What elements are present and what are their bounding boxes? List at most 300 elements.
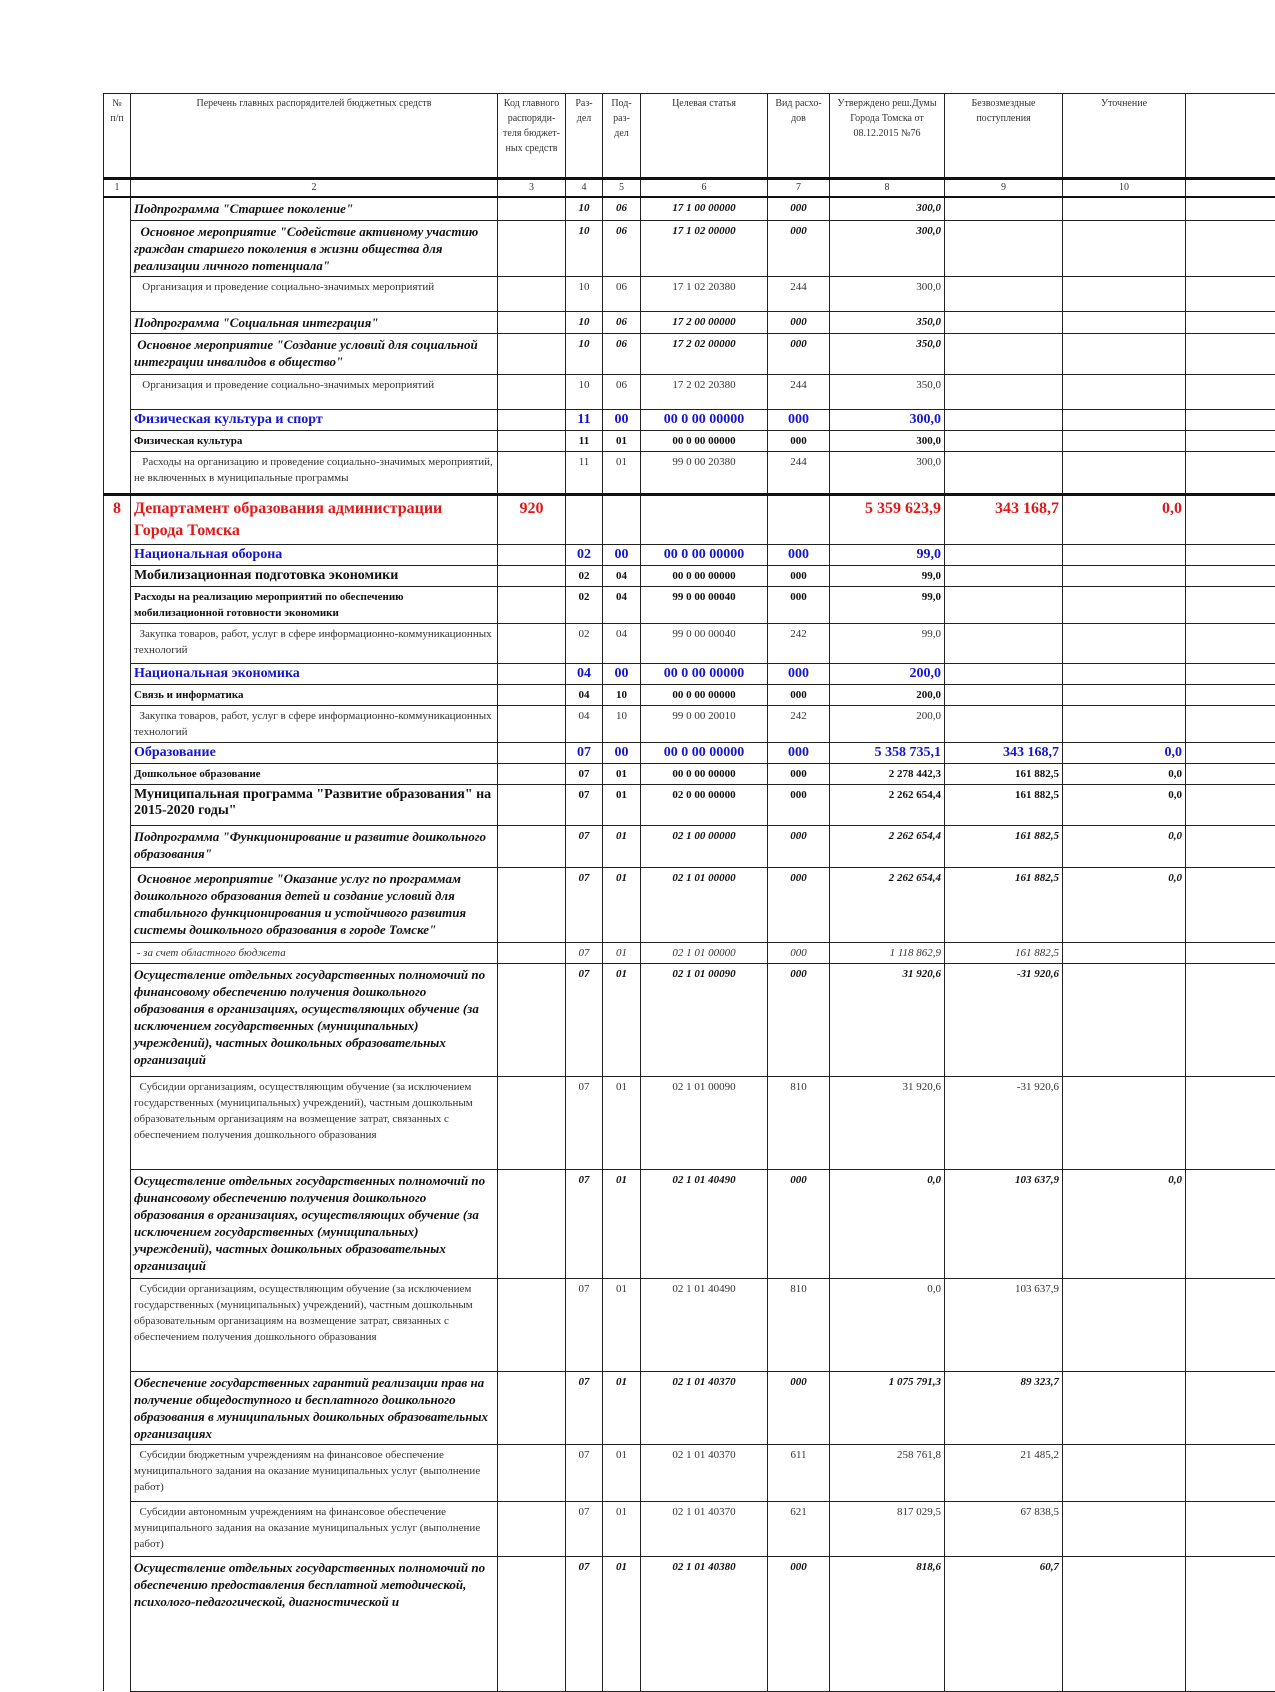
row-grants (945, 684, 1063, 705)
row-target: 02 1 01 00000 (641, 867, 768, 942)
row-extra (1186, 1076, 1275, 1169)
row-subsection: 06 (603, 276, 641, 311)
table-row (104, 494, 1275, 544)
row-approved: 2 262 654,4 (830, 784, 945, 825)
row-number (104, 374, 131, 409)
row-adjustment (1063, 565, 1186, 586)
row-name: Осуществление отдельных государственных полномочий по финансовому обеспечению получения дошкольного образования в организациях, осуществляющих обучение (за исключением государственных (муниципальных) учреждений), частных дошкольных образовательных организаций (131, 1169, 498, 1278)
row-expense-type: 000 (768, 742, 830, 763)
row-expense-type: 810 (768, 1076, 830, 1169)
row-subsection: 06 (603, 374, 641, 409)
row-number (104, 586, 131, 623)
table-row (104, 197, 1275, 220)
row-section: 10 (566, 311, 603, 333)
row-extra (1186, 586, 1275, 623)
row-expense-type: 000 (768, 409, 830, 430)
row-adjustment: 0,0 (1063, 1169, 1186, 1278)
row-target: 02 1 00 00000 (641, 825, 768, 867)
table-row (104, 409, 1275, 430)
row-approved: 300,0 (830, 451, 945, 494)
budget-table (103, 93, 1275, 1692)
table-row (104, 867, 1275, 942)
row-extra (1186, 197, 1275, 220)
row-grants: 161 882,5 (945, 825, 1063, 867)
row-section: 04 (566, 684, 603, 705)
row-section: 07 (566, 1371, 603, 1444)
row-name: Дошкольное образование (131, 763, 498, 784)
header-col-grants: Безвозмездные поступления (945, 94, 1063, 179)
row-section: 02 (566, 565, 603, 586)
table-row (104, 1371, 1275, 1444)
row-expense-type: 000 (768, 825, 830, 867)
table-row (104, 742, 1275, 763)
row-adjustment (1063, 333, 1186, 374)
row-section: 07 (566, 1278, 603, 1371)
row-extra (1186, 494, 1275, 544)
number-col-grants: 9 (945, 179, 1063, 198)
row-adjustment (1063, 451, 1186, 494)
row-number (104, 565, 131, 586)
row-code (498, 867, 566, 942)
row-grants (945, 409, 1063, 430)
row-extra (1186, 684, 1275, 705)
table-row (104, 963, 1275, 1076)
row-name: Основное мероприятие "Создание условий для социальной интеграции инвалидов в общество" (131, 333, 498, 374)
number-col-number: 1 (104, 179, 131, 198)
row-name: Образование (131, 742, 498, 763)
row-code (498, 544, 566, 565)
row-extra (1186, 409, 1275, 430)
row-subsection: 10 (603, 705, 641, 742)
row-expense-type: 244 (768, 374, 830, 409)
row-extra (1186, 430, 1275, 451)
row-extra (1186, 942, 1275, 963)
row-target: 00 0 00 00000 (641, 763, 768, 784)
row-approved: 350,0 (830, 311, 945, 333)
table-row (104, 1278, 1275, 1371)
row-adjustment (1063, 311, 1186, 333)
row-code (498, 1501, 566, 1556)
row-section: 07 (566, 1169, 603, 1278)
row-name: Закупка товаров, работ, услуг в сфере информационно-коммуникационных технологий (131, 705, 498, 742)
row-section: 07 (566, 1501, 603, 1556)
row-grants (945, 586, 1063, 623)
row-name: Мобилизационная подготовка экономики (131, 565, 498, 586)
row-section: 07 (566, 825, 603, 867)
row-approved: 818,6 (830, 1556, 945, 1691)
row-name: Субсидии организациям, осуществляющим обучение (за исключением государственных (муниципальных) учреждений), частным дошкольным образовательным организациям на возмещение затрат, связанных с обеспечением получения дошкольного образования (131, 1076, 498, 1169)
row-extra (1186, 311, 1275, 333)
row-name: Основное мероприятие "Содействие активному участию граждан старшего поколения в жизни общества для реализации личного потенциала" (131, 220, 498, 276)
row-grants: 161 882,5 (945, 763, 1063, 784)
table-row (104, 311, 1275, 333)
table-row (104, 430, 1275, 451)
row-subsection: 04 (603, 623, 641, 663)
row-section: 07 (566, 1556, 603, 1691)
row-number (104, 1076, 131, 1169)
header-col-subsection: Под-раз-дел (603, 94, 641, 179)
row-name: Расходы на реализацию мероприятий по обеспечению мобилизационной готовности экономики (131, 586, 498, 623)
row-number (104, 544, 131, 565)
row-subsection: 01 (603, 1501, 641, 1556)
header-row (104, 94, 1275, 179)
row-target: 00 0 00 00000 (641, 544, 768, 565)
row-number (104, 942, 131, 963)
row-grants (945, 565, 1063, 586)
row-expense-type (768, 494, 830, 544)
row-code (498, 825, 566, 867)
row-expense-type: 000 (768, 586, 830, 623)
row-number (104, 825, 131, 867)
row-subsection: 01 (603, 1444, 641, 1501)
row-code (498, 374, 566, 409)
row-number (104, 1278, 131, 1371)
row-adjustment (1063, 220, 1186, 276)
row-grants (945, 663, 1063, 684)
table-row (104, 1501, 1275, 1556)
row-number (104, 1556, 131, 1691)
table-row (104, 1556, 1275, 1691)
row-code (498, 311, 566, 333)
row-expense-type: 000 (768, 784, 830, 825)
row-subsection: 06 (603, 311, 641, 333)
row-name: Подпрограмма "Социальная интеграция" (131, 311, 498, 333)
row-approved: 2 278 442,3 (830, 763, 945, 784)
row-extra (1186, 565, 1275, 586)
row-name: Организация и проведение социально-значимых мероприятий (131, 276, 498, 311)
row-name: Подпрограмма "Старшее поколение" (131, 197, 498, 220)
row-name: Муниципальная программа "Развитие образования" на 2015-2020 годы" (131, 784, 498, 825)
row-grants (945, 197, 1063, 220)
table-row (104, 586, 1275, 623)
row-number (104, 333, 131, 374)
row-target: 99 0 00 00040 (641, 623, 768, 663)
row-grants: 67 838,5 (945, 1501, 1063, 1556)
row-target: 00 0 00 00000 (641, 409, 768, 430)
row-target: 02 1 01 40380 (641, 1556, 768, 1691)
row-adjustment (1063, 1501, 1186, 1556)
row-code (498, 1076, 566, 1169)
row-section (566, 494, 603, 544)
row-approved: 99,0 (830, 623, 945, 663)
row-grants: 343 168,7 (945, 742, 1063, 763)
row-approved: 31 920,6 (830, 1076, 945, 1169)
row-name: Организация и проведение социально-значимых мероприятий (131, 374, 498, 409)
row-grants (945, 430, 1063, 451)
row-subsection: 01 (603, 1076, 641, 1169)
row-subsection (603, 494, 641, 544)
row-number (104, 197, 131, 220)
row-code (498, 197, 566, 220)
row-expense-type: 000 (768, 197, 830, 220)
row-name: Субсидии бюджетным учреждениям на финансовое обеспечение муниципального задания на оказание муниципальных услуг (выполнение работ) (131, 1444, 498, 1501)
row-approved: 0,0 (830, 1169, 945, 1278)
row-approved: 5 359 623,9 (830, 494, 945, 544)
row-number (104, 430, 131, 451)
row-expense-type: 000 (768, 663, 830, 684)
row-extra (1186, 623, 1275, 663)
row-section: 02 (566, 544, 603, 565)
row-extra (1186, 1556, 1275, 1691)
row-code (498, 623, 566, 663)
row-target: 02 1 01 00090 (641, 963, 768, 1076)
row-section: 10 (566, 333, 603, 374)
row-expense-type: 621 (768, 1501, 830, 1556)
row-grants: 60,7 (945, 1556, 1063, 1691)
row-expense-type: 000 (768, 1556, 830, 1691)
row-number (104, 276, 131, 311)
row-adjustment: 0,0 (1063, 763, 1186, 784)
row-section: 07 (566, 867, 603, 942)
row-approved: 5 358 735,1 (830, 742, 945, 763)
row-extra (1186, 963, 1275, 1076)
table-row (104, 1076, 1275, 1169)
row-extra (1186, 663, 1275, 684)
row-code (498, 742, 566, 763)
row-grants (945, 311, 1063, 333)
row-grants: 89 323,7 (945, 1371, 1063, 1444)
row-extra (1186, 705, 1275, 742)
row-adjustment (1063, 1076, 1186, 1169)
row-approved: 300,0 (830, 430, 945, 451)
number-col-name: 2 (131, 179, 498, 198)
row-adjustment (1063, 705, 1186, 742)
row-expense-type: 000 (768, 311, 830, 333)
row-approved: 2 262 654,4 (830, 825, 945, 867)
row-code (498, 784, 566, 825)
row-target: 00 0 00 00000 (641, 742, 768, 763)
row-subsection: 01 (603, 784, 641, 825)
row-code (498, 430, 566, 451)
number-col-expense-type: 7 (768, 179, 830, 198)
row-adjustment (1063, 1278, 1186, 1371)
row-subsection: 06 (603, 197, 641, 220)
table-row (104, 942, 1275, 963)
table-row (104, 333, 1275, 374)
row-approved: 200,0 (830, 705, 945, 742)
row-target: 00 0 00 00000 (641, 565, 768, 586)
row-number: 8 (104, 494, 131, 544)
row-name: Основное мероприятие "Оказание услуг по программам дошкольного образования детей и создание условий для стабильного функционирования и устойчивого развития системы дошкольного образования в городе Томске" (131, 867, 498, 942)
row-approved: 300,0 (830, 220, 945, 276)
row-section: 04 (566, 705, 603, 742)
row-name: Обеспечение государственных гарантий реализации прав на получение общедоступного и бесплатного дошкольного образования в муниципальных дошкольных образовательных организациях (131, 1371, 498, 1444)
row-extra (1186, 374, 1275, 409)
row-grants (945, 451, 1063, 494)
row-extra (1186, 333, 1275, 374)
row-adjustment: 0,0 (1063, 784, 1186, 825)
row-grants: 343 168,7 (945, 494, 1063, 544)
row-expense-type: 242 (768, 705, 830, 742)
row-extra (1186, 276, 1275, 311)
row-target: 17 2 00 00000 (641, 311, 768, 333)
row-approved: 258 761,8 (830, 1444, 945, 1501)
row-code: 920 (498, 494, 566, 544)
row-target: 02 1 01 40370 (641, 1444, 768, 1501)
row-code (498, 1278, 566, 1371)
row-target: 99 0 00 20380 (641, 451, 768, 494)
row-target: 00 0 00 00000 (641, 430, 768, 451)
table-row (104, 451, 1275, 494)
row-extra (1186, 867, 1275, 942)
row-name: Национальная экономика (131, 663, 498, 684)
table-row (104, 825, 1275, 867)
row-adjustment (1063, 1371, 1186, 1444)
row-name: Связь и информатика (131, 684, 498, 705)
row-grants: 161 882,5 (945, 867, 1063, 942)
row-target: 17 1 02 00000 (641, 220, 768, 276)
row-code (498, 1169, 566, 1278)
row-subsection: 01 (603, 1556, 641, 1691)
row-adjustment (1063, 430, 1186, 451)
row-number (104, 663, 131, 684)
header-col-expense-type: Вид расхо-дов (768, 94, 830, 179)
number-col-approved: 8 (830, 179, 945, 198)
row-approved: 817 029,5 (830, 1501, 945, 1556)
row-subsection: 01 (603, 825, 641, 867)
row-number (104, 684, 131, 705)
row-name: Расходы на организацию и проведение социально-значимых мероприятий, не включенных в муниципальные программы (131, 451, 498, 494)
row-target: 17 2 02 20380 (641, 374, 768, 409)
row-approved: 350,0 (830, 374, 945, 409)
row-section: 10 (566, 374, 603, 409)
row-subsection: 00 (603, 544, 641, 565)
row-grants (945, 705, 1063, 742)
row-code (498, 333, 566, 374)
row-subsection: 06 (603, 333, 641, 374)
row-extra (1186, 1169, 1275, 1278)
row-grants: 103 637,9 (945, 1169, 1063, 1278)
table-row (104, 663, 1275, 684)
row-number (104, 742, 131, 763)
row-subsection: 01 (603, 1371, 641, 1444)
header-col-approved: Утверждено реш.Думы Города Томска от 08.12.2015 №76 (830, 94, 945, 179)
row-approved: 300,0 (830, 276, 945, 311)
row-subsection: 01 (603, 763, 641, 784)
row-section: 07 (566, 942, 603, 963)
row-name: Осуществление отдельных государственных полномочий по финансовому обеспечению получения дошкольного образования в организациях, осуществляющих обучение (за исключением государственных (муниципальных) учреждений), частных дошкольных образовательных организаций (131, 963, 498, 1076)
row-target: 17 1 02 20380 (641, 276, 768, 311)
row-expense-type: 242 (768, 623, 830, 663)
row-extra (1186, 763, 1275, 784)
row-section: 04 (566, 663, 603, 684)
row-section: 02 (566, 586, 603, 623)
row-subsection: 01 (603, 1169, 641, 1278)
row-code (498, 220, 566, 276)
row-expense-type: 000 (768, 763, 830, 784)
row-subsection: 01 (603, 867, 641, 942)
row-section: 10 (566, 276, 603, 311)
row-subsection: 00 (603, 409, 641, 430)
row-code (498, 763, 566, 784)
row-code (498, 963, 566, 1076)
row-code (498, 451, 566, 494)
row-expense-type: 000 (768, 963, 830, 1076)
row-extra (1186, 220, 1275, 276)
row-adjustment (1063, 1556, 1186, 1691)
row-expense-type: 244 (768, 451, 830, 494)
row-target: 99 0 00 20010 (641, 705, 768, 742)
row-number (104, 705, 131, 742)
row-target: 02 1 01 40370 (641, 1501, 768, 1556)
row-extra (1186, 544, 1275, 565)
row-subsection: 04 (603, 586, 641, 623)
row-number (104, 623, 131, 663)
row-extra (1186, 784, 1275, 825)
row-expense-type: 000 (768, 333, 830, 374)
row-section: 07 (566, 742, 603, 763)
number-col-extra (1186, 179, 1275, 198)
header-col-number: № п/п (104, 94, 131, 179)
row-code (498, 276, 566, 311)
row-grants (945, 220, 1063, 276)
row-target: 17 2 02 00000 (641, 333, 768, 374)
header-col-name: Перечень главных распорядителей бюджетных средств (131, 94, 498, 179)
row-adjustment: 0,0 (1063, 825, 1186, 867)
row-grants: 161 882,5 (945, 784, 1063, 825)
row-section: 07 (566, 784, 603, 825)
row-grants: 161 882,5 (945, 942, 1063, 963)
row-expense-type: 000 (768, 684, 830, 705)
number-col-section: 4 (566, 179, 603, 198)
row-section: 07 (566, 1076, 603, 1169)
row-code (498, 942, 566, 963)
row-adjustment (1063, 374, 1186, 409)
row-target: 17 1 00 00000 (641, 197, 768, 220)
number-col-code: 3 (498, 179, 566, 198)
row-expense-type: 000 (768, 1169, 830, 1278)
row-code (498, 705, 566, 742)
table-row (104, 1444, 1275, 1501)
row-adjustment (1063, 1444, 1186, 1501)
table-row (104, 374, 1275, 409)
row-extra (1186, 825, 1275, 867)
row-expense-type: 000 (768, 220, 830, 276)
row-target: 02 1 01 40370 (641, 1371, 768, 1444)
row-target: 02 1 01 00000 (641, 942, 768, 963)
row-target: 00 0 00 00000 (641, 684, 768, 705)
row-number (104, 311, 131, 333)
row-section: 10 (566, 197, 603, 220)
row-expense-type: 000 (768, 544, 830, 565)
row-section: 11 (566, 409, 603, 430)
row-section: 07 (566, 963, 603, 1076)
row-target: 00 0 00 00000 (641, 663, 768, 684)
row-target: 02 1 01 00090 (641, 1076, 768, 1169)
row-subsection: 01 (603, 1278, 641, 1371)
row-target: 02 1 01 40490 (641, 1278, 768, 1371)
row-section: 10 (566, 220, 603, 276)
table-row (104, 220, 1275, 276)
row-expense-type: 810 (768, 1278, 830, 1371)
row-approved: 300,0 (830, 197, 945, 220)
row-section: 02 (566, 623, 603, 663)
row-expense-type: 611 (768, 1444, 830, 1501)
row-number (104, 784, 131, 825)
row-target: 02 1 01 40490 (641, 1169, 768, 1278)
row-grants: -31 920,6 (945, 963, 1063, 1076)
row-subsection: 10 (603, 684, 641, 705)
row-number (104, 1371, 131, 1444)
row-expense-type: 000 (768, 942, 830, 963)
table-row (104, 705, 1275, 742)
row-grants: 103 637,9 (945, 1278, 1063, 1371)
row-number (104, 963, 131, 1076)
row-expense-type: 244 (768, 276, 830, 311)
row-target (641, 494, 768, 544)
row-approved: 99,0 (830, 565, 945, 586)
row-code (498, 663, 566, 684)
